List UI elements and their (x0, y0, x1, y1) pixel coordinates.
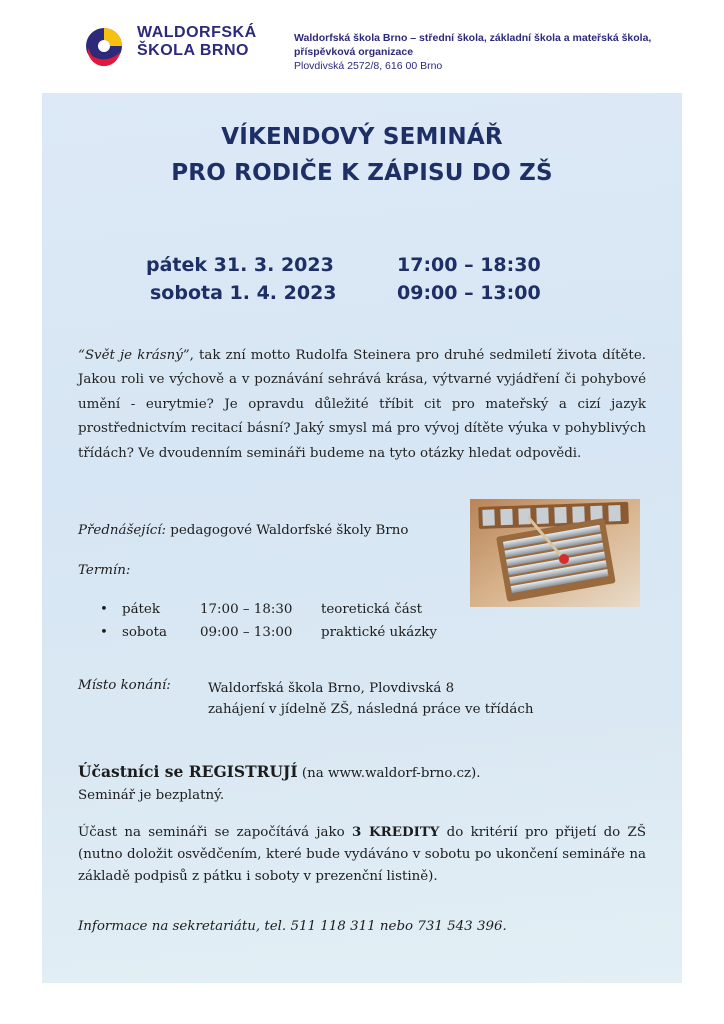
bullet: • (100, 602, 108, 617)
registration-heading: Účastníci se REGISTRUJÍ (78, 762, 298, 781)
logo-line-1: WALDORFSKÁ (137, 24, 257, 41)
logo-line-2: ŠKOLA BRNO (137, 42, 249, 59)
place-line-2: zahájení v jídelně ZŠ, následná práce ve třídách (208, 702, 534, 717)
schedule-day: pátek (122, 602, 160, 617)
schedule-list (100, 598, 480, 644)
time-saturday: 09:00 – 13:00 (397, 282, 541, 304)
header-info (294, 31, 674, 73)
schedule-day: sobota (122, 625, 167, 640)
date-friday: pátek 31. 3. 2023 (146, 254, 334, 276)
credits-bold: 3 KREDITY (351, 824, 440, 840)
org-name: Waldorfská škola Brno – střední škola, základní škola a mateřská škola, (294, 32, 652, 44)
registration (78, 761, 481, 807)
place-label: Místo konání: (78, 678, 171, 693)
place-value (208, 678, 534, 720)
registration-url: (na www.waldorf-brno.cz). (297, 766, 481, 781)
org-address: Plovdivská 2572/8, 616 00 Brno (294, 60, 443, 72)
free-note: Seminář je bezplatný. (78, 788, 225, 803)
lecturers-value: pedagogové Waldorfské školy Brno (166, 523, 409, 538)
school-logo-icon (80, 26, 128, 66)
title-line-2: PRO RODIČE K ZÁPISU DO ZŠ (171, 160, 553, 186)
school-logo-text (137, 24, 267, 60)
contact-info: Informace na sekretariátu, tel. 511 118 311 nebo 731 543 396. (78, 919, 507, 934)
schedule-time: 09:00 – 13:00 (200, 625, 293, 640)
credits-after: do kritérií pro přijetí do ZŠ (nutno doložit osvědčením, které bude vydáváno v sobotu po ukončení semináře na základě podpisů z pátku i soboty v prezenční listině). (78, 825, 647, 884)
credits-paragraph (78, 821, 646, 888)
schedule-time: 17:00 – 18:30 (200, 602, 293, 617)
org-type: příspěvková organizace (294, 46, 414, 58)
schedule-desc: teoretická část (321, 602, 422, 617)
intro-quote: “Svět je krásný” (78, 348, 190, 363)
intro-text: , tak zní motto Rudolfa Steinera pro druhé sedmiletí života dítěte. Jakou roli ve výchově a v poznávání sehrává krása, výtvarné vyjádření či pohybové umění - eurytmie? Je opravdu důležité tříbit cit pro mateřský a cizí jazyk prostřednictvím recitací básní? Jaký smysl má pro vývoj dítěte výuka v pohyblivých třídách? Ve dvoudenním semináři budeme na tyto otázky hledat odpovědi. (78, 348, 646, 461)
metallophone-photo (470, 499, 640, 607)
credits-before: Účast na semináři se započítává jako (78, 825, 352, 840)
schedule-row (100, 621, 480, 644)
lecturers-label: Přednášející: (78, 523, 167, 538)
date-saturday: sobota 1. 4. 2023 (150, 282, 337, 304)
schedule-desc: praktické ukázky (321, 625, 437, 640)
poster (42, 93, 682, 983)
term-label: Termín: (78, 563, 131, 578)
schedule-row (100, 598, 480, 621)
place-line-1: Waldorfská škola Brno, Plovdivská 8 (208, 681, 455, 696)
title-line-1: VÍKENDOVÝ SEMINÁŘ (221, 124, 503, 150)
bullet: • (100, 625, 108, 640)
intro-paragraph (78, 344, 646, 466)
time-friday: 17:00 – 18:30 (397, 254, 541, 276)
lecturers (78, 523, 408, 538)
